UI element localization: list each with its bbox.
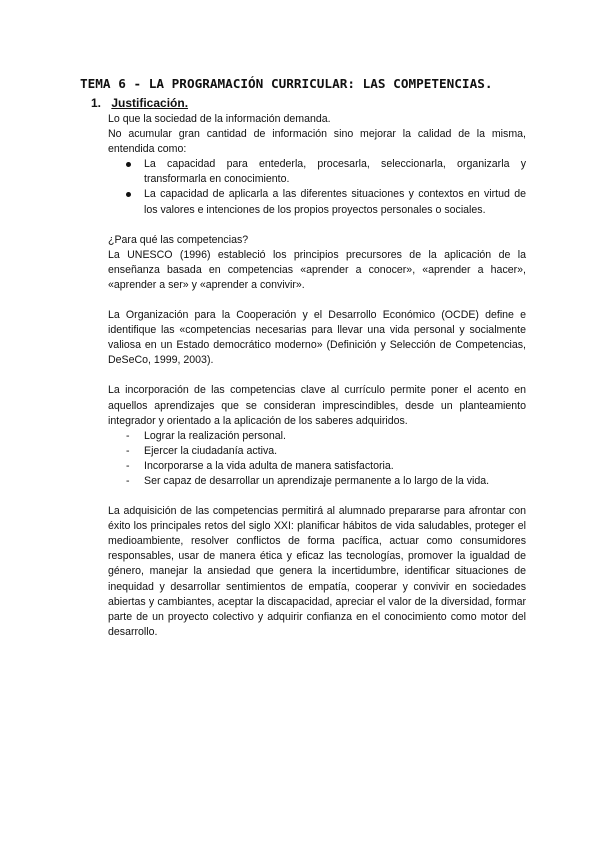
intro-line: Lo que la sociedad de la información demanda. (108, 113, 331, 125)
final-paragraph: La adquisición de las competencias permitirá al alumnado prepararse para afrontar con éxito los principales retos del siglo XXI: planificar hábitos de vida saludables, proteger el medioambiente, resolver conflictos de forma pacífica, actuar como consumidores responsables, usar de manera ética y eficaz las tecnologías, promover la igualdad de género, manejar la ansiedad que genera la incertidumbre, identificar situaciones de inequidad y desarrollar sentimientos de empatía, cooperar y convivir en sociedades abiertas y cambiantes, aceptar la discapacidad, apreciar el valor de la diversidad, formar parte de un proyecto colectivo y adquirir confianza en el conocimiento como motor del desarrollo. (108, 505, 526, 638)
goal-item: - Lograr la realización personal. (108, 429, 526, 444)
incorporation-paragraph: La incorporación de las competencias clave al currículo permite poner el acento en aquellos aprendizajes que se consideran imprescindibles, desde un planteamiento integrador y orientado a la aplicación de los saberes adquiridos. (108, 384, 526, 427)
paragraph-gap (108, 489, 526, 504)
goal-item: - Ejercer la ciudadanía activa. (108, 444, 526, 459)
capabilities-list (108, 157, 526, 217)
paragraph-gap (108, 368, 526, 383)
capability-item: La capacidad para entederla, procesarla, seleccionarla, organizarla y transformarla en conocimiento. (108, 157, 526, 187)
goal-item: - Ser capaz de desarrollar un aprendizaje permanente a lo largo de la vida. (108, 474, 526, 489)
goals-list (108, 429, 526, 489)
section-heading (91, 96, 188, 110)
paragraph-gap (108, 218, 526, 233)
unesco-paragraph: La UNESCO (1996) estableció los principios precursores de la aplicación de la enseñanza basada en competencias «aprender a conocer», «aprender a hacer», «aprender a ser» y «aprender a convivir». (108, 248, 526, 291)
ocde-paragraph: La Organización para la Cooperación y el Desarrollo Económico (OCDE) define e identifique las «competencias necesarias para llevar una vida personal y socialmente valiosa en un Estado democrático moderno» (Definición y Selección de Competencias, DeSeCo, 1999, 2003). (108, 309, 526, 367)
paragraph-gap (108, 293, 526, 308)
section-title: Justificación. (111, 96, 189, 110)
document-title: TEMA 6 - LA PROGRAMACIÓN CURRICULAR: LAS COMPETENCIAS. (80, 76, 493, 91)
intro-line: No acumular gran cantidad de información sino mejorar la calidad de la misma, entendida como: (108, 128, 526, 156)
section-content (108, 112, 526, 640)
goal-item: - Incorporarse a la vida adulta de manera satisfactoria. (108, 459, 526, 474)
competencies-question: ¿Para qué las competencias? (108, 233, 249, 246)
section-number: 1. (91, 96, 102, 110)
capability-item: La capacidad de aplicarla a las diferentes situaciones y contextos en virtud de los valores e intenciones de los propios proyectos personales o sociales. (108, 187, 526, 217)
